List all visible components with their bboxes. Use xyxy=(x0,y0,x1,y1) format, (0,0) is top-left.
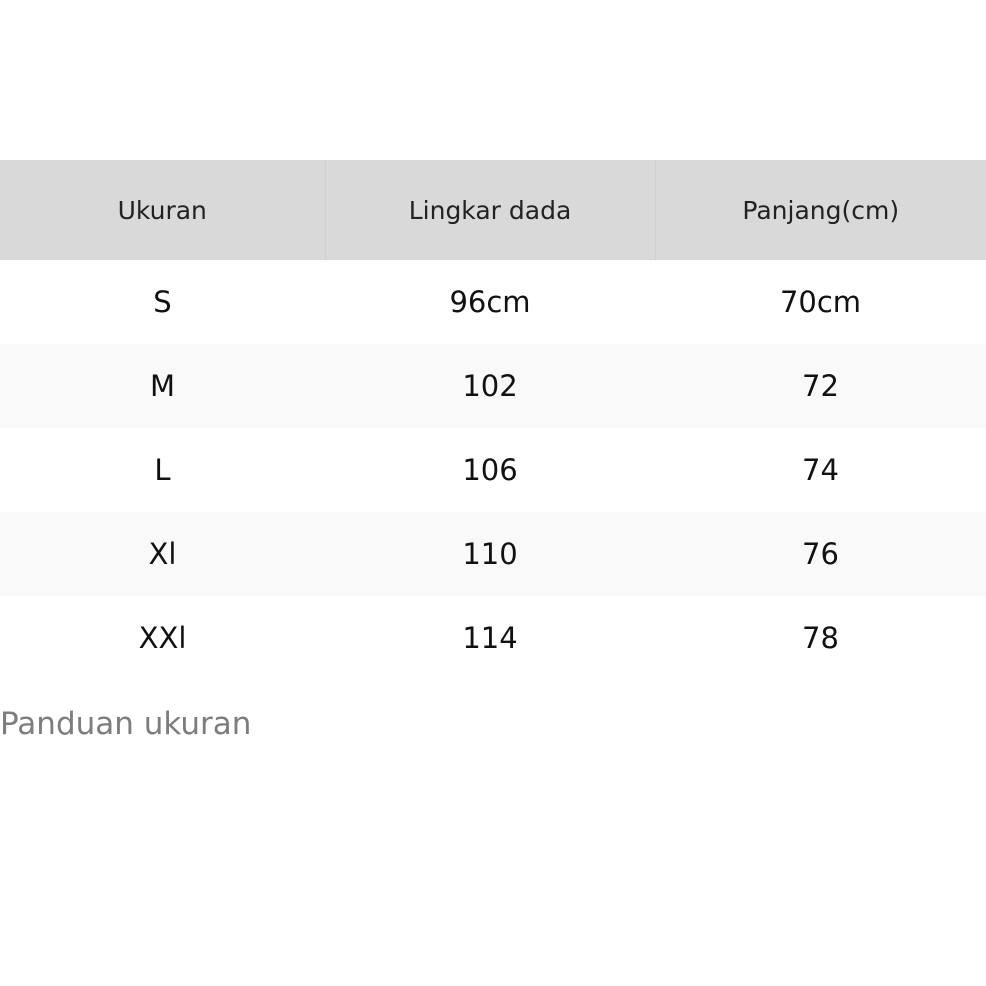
size-chart-table xyxy=(0,160,986,680)
cell-chest: 114 xyxy=(325,596,655,680)
cell-length: 78 xyxy=(655,596,986,680)
table-row xyxy=(0,428,986,512)
cell-chest: 106 xyxy=(325,428,655,512)
cell-length: 76 xyxy=(655,512,986,596)
cell-size: Xl xyxy=(0,512,325,596)
cell-size: M xyxy=(0,344,325,428)
table-row xyxy=(0,596,986,680)
size-guide-caption: Panduan ukuran xyxy=(0,706,252,742)
cell-chest: 96cm xyxy=(325,260,655,344)
table-row xyxy=(0,512,986,596)
header-panjang: Panjang(cm) xyxy=(655,160,986,260)
cell-size: S xyxy=(0,260,325,344)
table-row xyxy=(0,344,986,428)
cell-size: L xyxy=(0,428,325,512)
cell-length: 74 xyxy=(655,428,986,512)
table-body xyxy=(0,260,986,680)
header-row xyxy=(0,160,986,260)
cell-size: XXl xyxy=(0,596,325,680)
cell-chest: 102 xyxy=(325,344,655,428)
table-row xyxy=(0,260,986,344)
cell-length: 70cm xyxy=(655,260,986,344)
header-ukuran: Ukuran xyxy=(0,160,325,260)
cell-length: 72 xyxy=(655,344,986,428)
table-header xyxy=(0,160,986,260)
header-lingkar-dada: Lingkar dada xyxy=(325,160,655,260)
cell-chest: 110 xyxy=(325,512,655,596)
